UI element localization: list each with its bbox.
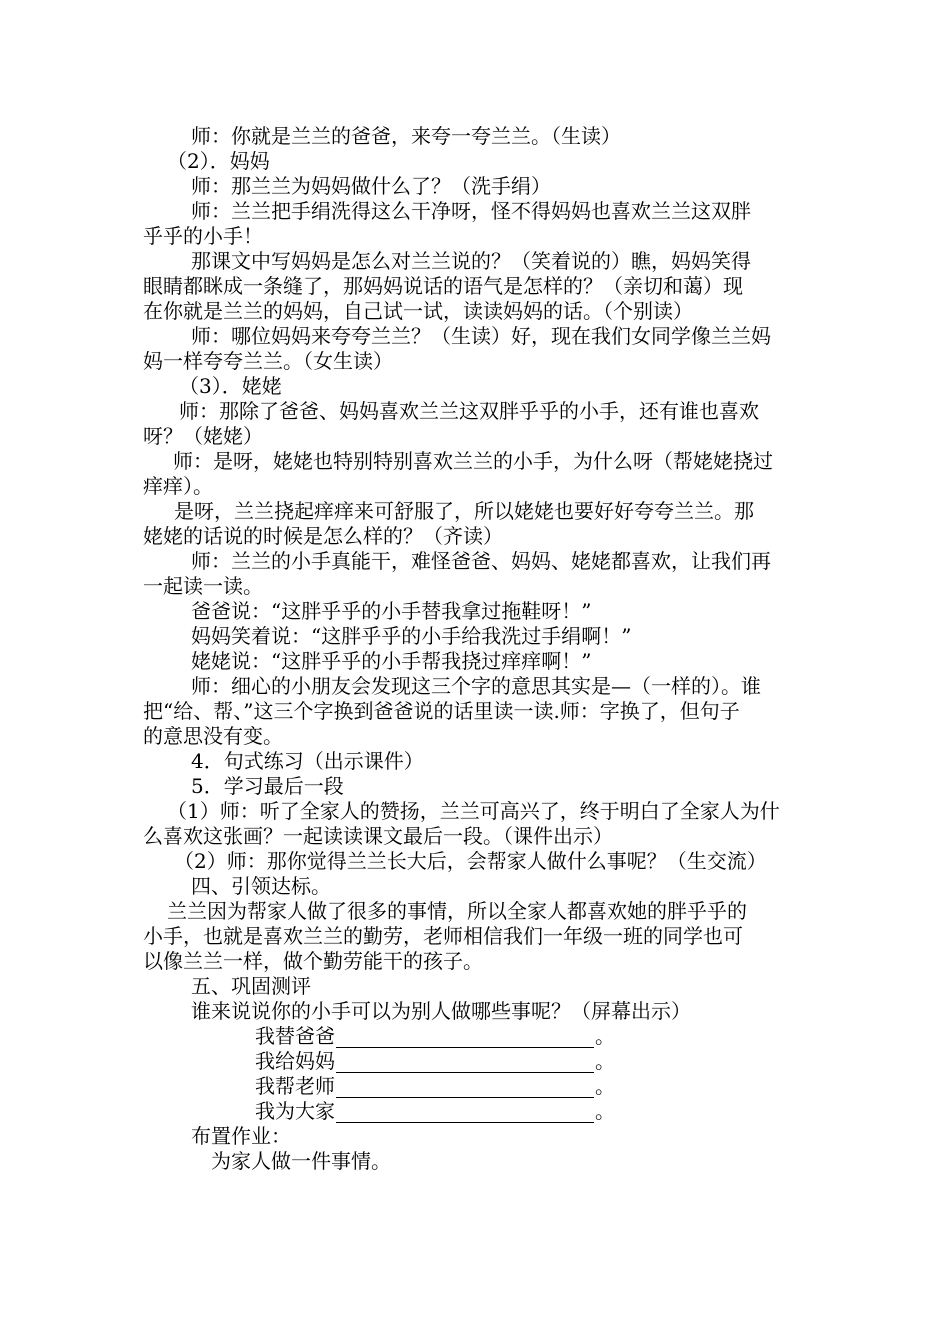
text-line: 师：那除了爸爸、妈妈喜欢兰兰这双胖乎乎的小手，还有谁也喜欢 — [179, 399, 759, 423]
text-line: 妈一样夸夸兰兰。（女生读） — [143, 349, 393, 373]
text-line: （2）师：那你觉得兰兰长大后，会帮家人做什么事呢？（生交流） — [174, 849, 767, 873]
homework-task: 为家人做一件事情。 — [211, 1149, 391, 1173]
text-line: 师：是呀，姥姥也特别特别喜欢兰兰的小手，为什么呀（帮姥姥挠过 — [173, 449, 773, 473]
text-line: 把“给、帮、”这三个字换到爸爸说的话里读一读.师：字换了，但句子 — [143, 699, 740, 723]
text-line: 姥姥的话说的时候是怎么样的？（齐读） — [143, 524, 503, 548]
fill-in-suffix: 。 — [595, 1099, 615, 1123]
text-line: 谁来说说你的小手可以为别人做哪些事呢？（屏幕出示） — [191, 999, 691, 1023]
fill-in-line — [255, 1024, 615, 1048]
quote-line: 爸爸说：“这胖乎乎的小手替我拿过拖鞋呀！” — [191, 599, 592, 623]
answer-blank[interactable] — [336, 1102, 594, 1123]
fill-in-prefix: 我给妈妈 — [255, 1049, 335, 1073]
text-line: （1）师：听了全家人的赞扬，兰兰可高兴了，终于明白了全家人为什 — [167, 799, 780, 823]
text-line: 痒痒）。 — [143, 474, 213, 498]
subsection-heading: （3）．姥姥 — [179, 374, 282, 398]
text-line: 师：那兰兰为妈妈做什么了？（洗手绢） — [191, 174, 551, 198]
fill-in-prefix: 我帮老师 — [255, 1074, 335, 1098]
answer-blank[interactable] — [336, 1077, 594, 1098]
text-line: 师：哪位妈妈来夸夸兰兰？（生读）好，现在我们女同学像兰兰妈 — [191, 324, 771, 348]
fill-in-prefix: 我为大家 — [255, 1099, 335, 1123]
subsection-heading: （2）．妈妈 — [167, 149, 270, 173]
text-line: 那课文中写妈妈是怎么对兰兰说的？（笑着说的）瞧，妈妈笑得 — [191, 249, 751, 273]
fill-in-suffix: 。 — [595, 1074, 615, 1098]
fill-in-line — [255, 1099, 615, 1123]
section-heading: 五、巩固测评 — [191, 974, 311, 998]
text-line: 是呀，兰兰挠起痒痒来可舒服了，所以姥姥也要好好夸夸兰兰。那 — [174, 499, 754, 523]
text-line: 呀？（姥姥） — [143, 424, 263, 448]
text-line: 一起读一读。 — [143, 574, 263, 598]
text-line: 师：兰兰把手绢洗得这么干净呀，怪不得妈妈也喜欢兰兰这双胖 — [191, 199, 751, 223]
text-line: 兰兰因为帮家人做了很多的事情，所以全家人都喜欢她的胖乎乎的 — [167, 899, 747, 923]
text-line: 师：细心的小朋友会发现这三个字的意思其实是—（一样的）。谁 — [191, 674, 761, 698]
quote-line: 姥姥说：“这胖乎乎的小手帮我挠过痒痒啊！” — [191, 649, 592, 673]
text-line: 在你就是兰兰的妈妈，自己试一试，读读妈妈的话。（个别读） — [143, 299, 693, 323]
text-line: 小手，也就是喜欢兰兰的勤劳，老师相信我们一年级一班的同学也可 — [143, 924, 743, 948]
text-line: 以像兰兰一样，做个勤劳能干的孩子。 — [143, 949, 483, 973]
section-heading: 4．句式练习（出示课件） — [191, 749, 424, 773]
text-line: 师：你就是兰兰的爸爸，来夸一夸兰兰。（生读） — [191, 124, 621, 148]
homework-heading: 布置作业： — [191, 1124, 291, 1148]
section-heading: 5．学习最后一段 — [191, 774, 344, 798]
answer-blank[interactable] — [336, 1052, 594, 1073]
fill-in-suffix: 。 — [595, 1024, 615, 1048]
fill-in-line — [255, 1074, 615, 1098]
fill-in-prefix: 我替爸爸 — [255, 1024, 335, 1048]
text-line: 乎乎的小手！ — [143, 224, 263, 248]
fill-in-suffix: 。 — [595, 1049, 615, 1073]
quote-line: 妈妈笑着说：“这胖乎乎的小手给我洗过手绢啊！” — [191, 624, 632, 648]
text-line: 师：兰兰的小手真能干，难怪爸爸、妈妈、姥姥都喜欢，让我们再 — [191, 549, 771, 573]
fill-in-line — [255, 1049, 615, 1073]
text-line: 眼睛都眯成一条缝了，那妈妈说话的语气是怎样的？（亲切和蔼）现 — [143, 274, 743, 298]
answer-blank[interactable] — [336, 1027, 594, 1048]
section-heading: 四、引领达标。 — [191, 874, 331, 898]
text-line: 的意思没有变。 — [143, 724, 283, 748]
text-line: 么喜欢这张画？一起读读课文最后一段。（课件出示） — [143, 824, 613, 848]
